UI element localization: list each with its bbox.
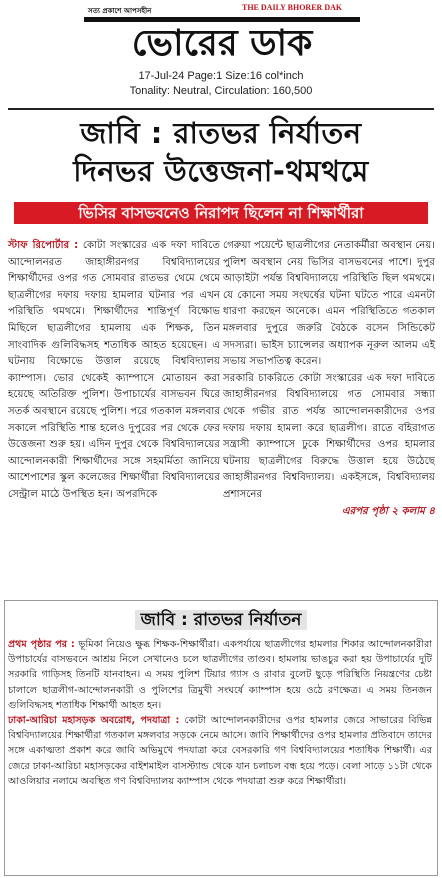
headline-line-2: দিনভর উত্তেজনা-থমথমে bbox=[73, 154, 369, 188]
continuation-lead-1: প্রথম পৃষ্ঠার পর : bbox=[8, 639, 75, 650]
subheadline-banner: ভিসির বাসভবনেও নিরাপদ ছিলেন না শিক্ষার্থীরা bbox=[14, 202, 428, 224]
clipping-meta-tonality: Tonality: Neutral, Circulation: 160,500 bbox=[129, 85, 313, 97]
article-column-right bbox=[223, 238, 435, 520]
right-column-text-1: গেরুয়া পয়েন্টে ছাত্রলীগের নেতাকর্মীরা অবস্থান নেয়। পুলিশ অবস্থান নেয় ভিসির বাসভবনের পাশে। দুপুর আড়াইটা পর্যন্ত বিশ্ববিদ্যালয়ে পরিস্থিতি ছিল থমথমে। যে কোনো সময় সংঘর্ষের ঘটনা ঘটতে পারে এমনটা ধারণা করছেন অনেকে। এমন পরিস্থিতিতে গতকাল মঙ্গলবার দুপুরে জরুরি বৈঠকে বসেন সিন্ডিকেট সদস্যরা। ভাইস চ্যান্সেলর অধ্যাপক নূরুল আলম এই সভায় সভাপতিত্ব করেন। bbox=[223, 240, 435, 368]
headline-line-1: জাবি : রাতভর নির্যাতন bbox=[80, 116, 362, 150]
byline: স্টাফ রিপোর্টার : bbox=[8, 240, 79, 251]
header-rule bbox=[8, 108, 434, 110]
clipping-meta-date: 17-Jul-24 Page:1 Size:16 col*inch bbox=[138, 70, 304, 82]
continued-notice: এরপর পৃষ্ঠা ২ কলাম ৪ bbox=[341, 505, 435, 517]
continuation-headline-text: জাবি : রাতভর নির্যাতন bbox=[135, 610, 308, 630]
continuation-body bbox=[8, 637, 432, 789]
article-column-left bbox=[8, 238, 220, 504]
continuation-lead-2: ঢাকা-আরিচা মহাসড়ক অবরোধ, পদযাত্রা : bbox=[8, 715, 180, 727]
masthead bbox=[0, 0, 442, 66]
continuation-headline bbox=[8, 608, 434, 632]
masthead-english-name: THE DAILY BHORER DAK bbox=[242, 3, 343, 12]
continuation-text-1: ভূমিকা নিয়েও ক্ষুব্ধ শিক্ষক-শিক্ষার্থীরা। একপর্যায়ে ছাত্রলীগের হামলার শিকার আন্দোলনকারীরা উপাচার্যের বাসভবনে আশ্রয় নিলে সেখানেও চলে ছাত্রলীগের তাণ্ডব। হামলায় ভাঙচুর করা হয় উপাচার্যের দুটি সরকারি গাড়িসহ তিনটি যানবাহন। এ সময় পুলিশ টিয়ার গ্যাস ও রাবার বুলেট ছুড়ে পরিস্থিতি নিয়ন্ত্রণের চেষ্টা চালালে ছাত্রলীগ-আন্দোলনকারী ও পুলিশের ত্রিমুখী সংঘর্ষে ক্যাম্পাস হয়ে ওঠে রণক্ষেত্র। এ সময় তিনজন গুলিবিদ্ধসহ শতাধিক শিক্ষার্থী আহত হন। bbox=[8, 639, 433, 711]
newspaper-logo bbox=[84, 13, 360, 61]
continuation-text-2: কোটা আন্দোলনকারীদের ওপর হামলার জেরে সাভারের বিভিন্ন বিশ্ববিদ্যালয়ের শিক্ষার্থীরা গতকাল মঙ্গলবার সড়কে নেমে আসে। জাবি শিক্ষার্থীদের ওপর হামলার প্রতিবাদে তাদের সঙ্গে একাত্মতা প্রকাশ করে জাবি অভিমুখে পদযাত্রা করে বেসরকারি গণ বিশ্ববিদ্যালয়ের শতাধিক শিক্ষার্থী। এর জেরে ঢাকা-আরিচা মহাসড়কের বাইশমাইল বাসস্ট্যান্ড থেকে যান চলাচল বন্ধ হয়ে পড়ে। বেলা সাড়ে ১১টা থেকে আওলিয়ার নলামে অবস্থিত গণ বিশ্ববিদ্যালয় ক্যাম্পাস থেকে পদযাত্রা শুরু করে শিক্ষার্থীরা। bbox=[8, 715, 432, 787]
left-column-text: কোটা সংস্কারের এক দফা দাবিতে আন্দোলনরত জাহাঙ্গীরনগর বিশ্ববিদ্যালয়ের শিক্ষার্থীদের ওপর গত সোমবার রাতভর থেমে থেমে ছাত্রলীগের দফায় দফায় হামলার ঘটনার পর এখন পরিস্থিতি থমথমে। শিক্ষার্থীদের শান্তিপূর্ণ বিক্ষোভ মিছিলে ছাত্রলীগের হামলায় এক শিক্ষক, তিন সাংবাদিক গুলিবিদ্ধসহ শতাধিক আহত হয়েছেন। এ ঘটনায় বিক্ষোভে উত্তাল রয়েছে বিশ্ববিদ্যালয় ক্যাম্পাস। ভোর থেকেই ক্যাম্পাসে মোতায়ন করা হয়েছে অতিরিক্ত পুলিশ। উপাচার্যের বাসভবন ঘিরে সতর্ক অবস্থানে রয়েছে পুলিশ। পরে গতকাল মঙ্গলবার সকালে পরিস্থিতি শান্ত হলেও দুপুরের পর থেকে ফের উত্তেজনা শুরু হয়। এদিন দুপুর থেকে বিশ্ববিদ্যালয়ের আন্দোলনকারী শিক্ষার্থীদের সঙ্গে সহমর্মিতা জানিয়ে আশেপাশের স্কুল কলেজের শিক্ষার্থীরা বিশ্ববিদ্যালয়ের সেন্ট্রাল মাঠে উপস্থিত হন। অপরদিকে bbox=[8, 240, 220, 500]
masthead-tagline: সত্য প্রকাশে আপসহীন bbox=[88, 7, 152, 15]
right-column-text-2: সরকারি চাকরিতে কোটা সংস্কারের এক দফা দাবিতে জাহাঙ্গীরনগর বিশ্ববিদ্যালয়ে গত সোমবার সন্ধ্যা থেকে গভীর রাত পর্যন্ত আন্দোলনকারীদের ওপর দফায় দফায় হামলা করে ছাত্রলীগ। রাতে বহিরাগত সন্ত্রাসী ক্যাম্পাসে ঢুকে শিক্ষার্থীদের ওপর হামলার ঘটনায় ছাত্রলীগের বিরুদ্ধে উত্তাল হয়ে উঠেছে জাহাঙ্গীরনগর বিশ্ববিদ্যালয়। একইসঙ্গে, বিশ্ববিদ্যালয় প্রশাসনের bbox=[223, 372, 435, 500]
logo-text: ভোরের ডাক bbox=[131, 23, 313, 61]
